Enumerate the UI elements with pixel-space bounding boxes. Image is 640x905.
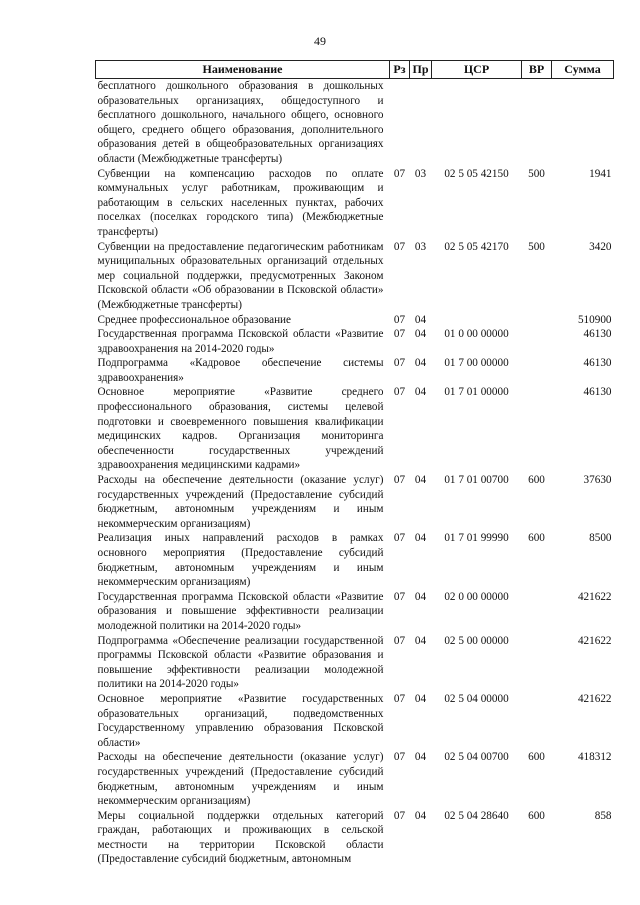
row-name-cell: Государственная программа Псковской области «Развитие образования и повышение эффективности реализации молодежной политики на 2014-2020 годы» — [97, 590, 384, 632]
table-row — [96, 692, 614, 750]
row-sum-cell: 3420 — [589, 240, 612, 253]
row-csr-cell: 02 5 05 42150 — [444, 167, 509, 180]
row-sum-cell: 858 — [594, 809, 612, 822]
row-vr-cell — [522, 590, 552, 634]
row-csr-cell: 01 7 01 00000 — [444, 386, 509, 399]
row-vr-cell — [522, 356, 552, 385]
row-csr-cell: 02 5 04 28640 — [444, 809, 509, 822]
table-body — [96, 79, 614, 868]
table-row — [96, 313, 614, 328]
row-sum-cell: 421622 — [577, 590, 612, 603]
row-vr-cell: 500 — [528, 167, 545, 180]
header-pr: Пр — [410, 61, 432, 79]
table-row — [96, 590, 614, 634]
row-csr-cell — [432, 313, 522, 328]
row-rz-cell: 07 — [393, 386, 406, 399]
row-vr-cell: 600 — [528, 532, 545, 545]
row-vr-cell — [522, 79, 552, 167]
row-pr-cell: 04 — [414, 590, 427, 603]
row-name-cell: Меры социальной поддержки отдельных категорий граждан, работающих и проживающих в сельской местности на территории Псковской области (Предоставление субсидий бюджетным, автономным — [97, 809, 384, 866]
row-sum-cell: 510900 — [577, 313, 612, 326]
row-name-cell: Реализация иных направлений расходов в рамках основного мероприятия (Предоставление субсидий бюджетным, автономным учреждениям и иным некоммерческим организациям) — [97, 532, 384, 589]
row-pr-cell: 04 — [414, 474, 427, 487]
row-sum-cell: 46130 — [583, 386, 612, 399]
table-row — [96, 531, 614, 589]
row-rz-cell: 07 — [393, 532, 406, 545]
row-name-cell: Подпрограмма «Обеспечение реализации государственной программы Псковской области «Развитие образования и повышение эффективности реализации молодежной политики на 2014-2020 годы» — [97, 634, 384, 691]
row-vr-cell: 600 — [528, 751, 545, 764]
row-rz-cell: 07 — [393, 328, 406, 341]
header-csr: ЦСР — [432, 61, 522, 79]
table-row — [96, 167, 614, 240]
row-rz-cell: 07 — [393, 692, 406, 705]
row-name-cell: Среднее профессиональное образование — [97, 313, 292, 326]
row-pr-cell: 04 — [414, 357, 427, 370]
row-name-cell: Государственная программа Псковской области «Развитие здравоохранения на 2014-2020 годы» — [97, 328, 384, 355]
row-name-cell: Подпрограмма «Кадровое обеспечение системы здравоохранения» — [97, 357, 384, 384]
row-rz-cell: 07 — [393, 240, 406, 253]
row-csr-cell: 02 5 04 00700 — [444, 751, 509, 764]
row-vr-cell: 600 — [528, 474, 545, 487]
budget-table — [95, 60, 614, 867]
table-row — [96, 750, 614, 808]
table-row — [96, 809, 614, 867]
row-sum-cell: 37630 — [583, 474, 612, 487]
row-sum-cell: 421622 — [577, 634, 612, 647]
row-rz-cell: 07 — [393, 357, 406, 370]
row-rz-cell: 07 — [393, 167, 406, 180]
table-row — [96, 634, 614, 692]
row-name-cell: бесплатного дошкольного образования в дошкольных образовательных организациях, общедоступного и бесплатного дошкольного, начального общего, основного общего, среднего общего образования, дополнительного образования детей в общеобразовательных организациях области (Межбюджетные трансферты) — [97, 80, 384, 165]
row-vr-cell — [522, 327, 552, 356]
row-pr-cell: 04 — [414, 328, 427, 341]
row-rz-cell: 07 — [393, 313, 406, 326]
row-rz-cell — [390, 79, 410, 167]
row-csr-cell: 01 7 01 00700 — [444, 474, 509, 487]
row-pr-cell: 04 — [414, 313, 427, 326]
row-pr-cell: 04 — [414, 809, 427, 822]
row-csr-cell: 02 5 05 42170 — [444, 240, 509, 253]
row-name-cell: Основное мероприятие «Развитие государственных образовательных организаций, подведомственных Государственному управлению образования Псковской области» — [97, 692, 384, 749]
row-sum-cell: 8500 — [589, 532, 612, 545]
row-pr-cell — [410, 79, 432, 167]
row-vr-cell — [522, 385, 552, 473]
row-name-cell: Основное мероприятие «Развитие среднего профессионального образования, системы целевой подготовки и своевременного повышения квалификации медицинских кадров. Организация мониторинга обеспеченности государственных учреждений здравоохранения медицинскими кадрами» — [97, 386, 384, 472]
table-header — [96, 61, 614, 79]
row-sum-cell — [552, 79, 614, 167]
table-row — [96, 79, 614, 167]
row-sum-cell: 418312 — [577, 751, 612, 764]
row-name-cell: Расходы на обеспечение деятельности (оказание услуг) государственных учреждений (Предоставление субсидий бюджетным, автономным учреждениям и иным некоммерческим организациям) — [97, 751, 384, 808]
row-csr-cell: 02 0 00 00000 — [444, 590, 509, 603]
table-row — [96, 327, 614, 356]
row-sum-cell: 1941 — [589, 167, 612, 180]
row-csr-cell: 01 7 00 00000 — [444, 357, 509, 370]
header-rz: Рз — [390, 61, 410, 79]
row-pr-cell: 04 — [414, 386, 427, 399]
row-vr-cell — [522, 634, 552, 692]
header-sum: Сумма — [552, 61, 614, 79]
row-csr-cell: 02 5 00 00000 — [444, 634, 509, 647]
row-rz-cell: 07 — [393, 634, 406, 647]
row-pr-cell: 04 — [414, 751, 427, 764]
table-row — [96, 385, 614, 473]
row-csr-cell: 02 5 04 00000 — [444, 692, 509, 705]
table-row — [96, 240, 614, 313]
row-vr-cell — [522, 692, 552, 750]
row-csr-cell: 01 0 00 00000 — [444, 328, 509, 341]
table-row — [96, 356, 614, 385]
header-vr: ВР — [522, 61, 552, 79]
row-rz-cell: 07 — [393, 590, 406, 603]
table-row — [96, 473, 614, 531]
row-sum-cell: 46130 — [583, 328, 612, 341]
row-sum-cell: 421622 — [577, 692, 612, 705]
row-vr-cell — [522, 313, 552, 328]
row-pr-cell: 04 — [414, 634, 427, 647]
row-csr-cell — [432, 79, 522, 167]
row-name-cell: Расходы на обеспечение деятельности (оказание услуг) государственных учреждений (Предоставление субсидий бюджетным, автономным учреждениям и иным некоммерческим организациям) — [97, 474, 384, 530]
page-number: 49 — [314, 34, 326, 48]
row-rz-cell: 07 — [393, 474, 406, 487]
row-rz-cell: 07 — [393, 809, 406, 822]
row-pr-cell: 04 — [414, 692, 427, 705]
row-rz-cell: 07 — [393, 751, 406, 764]
row-csr-cell: 01 7 01 99990 — [444, 532, 509, 545]
row-pr-cell: 04 — [414, 532, 427, 545]
row-name-cell: Субвенции на компенсацию расходов по оплате коммунальных услуг работникам, проживающим и работающим в сельских населенных пунктах, рабочих поселках (поселках городского типа) (Межбюджетные трансферты) — [97, 167, 384, 238]
row-pr-cell: 03 — [414, 240, 427, 253]
row-name-cell: Субвенции на предоставление педагогическим работникам муниципальных образовательных организаций отдельных мер социальной поддержки, предусмотренных Законом Псковской области «Об образовании в Псковской области» (Межбюджетные трансферты) — [97, 240, 384, 311]
row-vr-cell: 500 — [528, 240, 545, 253]
header-name: Наименование — [96, 61, 390, 79]
row-sum-cell: 46130 — [583, 357, 612, 370]
row-vr-cell: 600 — [528, 809, 545, 822]
row-pr-cell: 03 — [414, 167, 427, 180]
